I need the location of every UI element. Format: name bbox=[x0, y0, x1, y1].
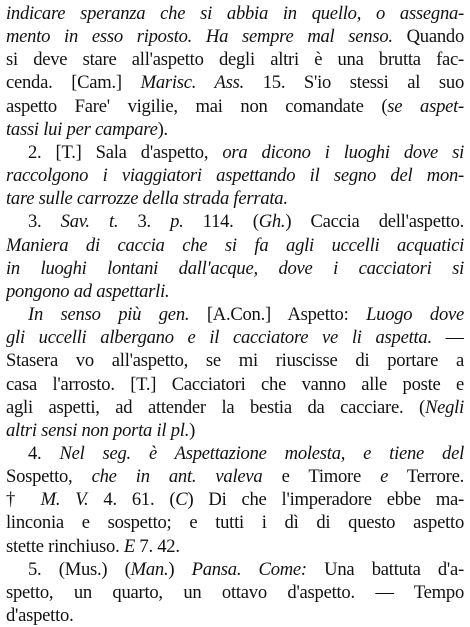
text-line: pongono ad aspettarli. bbox=[6, 280, 170, 302]
text-line: si deve stare all'aspetto degli altri è una brutta fac- bbox=[6, 49, 464, 71]
text-line: Sospetto, che in ant. valeva e Timore e Terrore. bbox=[6, 466, 464, 488]
text-line: indicare speranza che si abbia in quello, o assegna- bbox=[6, 3, 464, 24]
text-line: gli uccelli albergano e il cacciatore ve li aspetta. — bbox=[6, 327, 464, 349]
section-5-heading-line: 5. (Mus.) (Man.) Pansa. Come: Una battuta d'a- bbox=[28, 558, 464, 580]
text-line: stette rinchiuso. E 7. 42. bbox=[6, 535, 180, 557]
text-line: agli aspetti, ad attender la bestia da cacciare. (Negli bbox=[6, 396, 464, 418]
section-2-heading-line: 2. [T.] Sala d'aspetto, ora dicono i luoghi dove si bbox=[28, 141, 464, 163]
text-line: Stasera vo all'aspetto, se mi riuscisse di portare a bbox=[6, 350, 464, 372]
text-line: Maniera di caccia che si fa agli uccelli acquatici bbox=[6, 234, 464, 256]
text-line: In senso più gen. [A.Con.] Aspetto: Luogo dove bbox=[28, 304, 464, 326]
text-line: altri sensi non porta il pl.) bbox=[6, 419, 196, 441]
text-line: mento in esso riposto. Ha sempre mal senso. Quando bbox=[6, 26, 464, 48]
text-line: in luoghi lontani dall'acque, dove i cacciatori si bbox=[6, 257, 464, 279]
text-line: aspetto Fare' vigilie, mai non comandate (se aspet- bbox=[6, 95, 464, 117]
text-line: raccolgono i viaggiatori aspettando il segno del mon- bbox=[6, 165, 464, 187]
text-line: † M. V. 4. 61. (C) Di che l'imperadore ebbe ma- bbox=[6, 489, 464, 511]
text-line: d'aspetto. bbox=[6, 605, 74, 627]
text-line: tassi lui per campare). bbox=[6, 118, 168, 140]
text-line: casa l'arrosto. [T.] Cacciatori che vanno alle poste e bbox=[6, 373, 464, 395]
section-4-heading-line: 4. Nel seg. è Aspettazione molesta, e tiene del bbox=[28, 442, 464, 464]
text-line: spetto, un quarto, un ottavo d'aspetto. — Tempo bbox=[6, 581, 464, 603]
section-3-heading-line: 3. Sav. t. 3. p. 114. (Gh.) Caccia dell'aspetto. bbox=[28, 211, 464, 233]
text-line: tare sulle carrozze della strada ferrata. bbox=[6, 188, 288, 210]
text-line: cenda. [Cam.] Marisc. Ass. 15. S'io stessi al suo bbox=[6, 72, 464, 94]
text-line: linconia e sospetto; e tutti i dì di questo aspetto bbox=[6, 512, 464, 534]
